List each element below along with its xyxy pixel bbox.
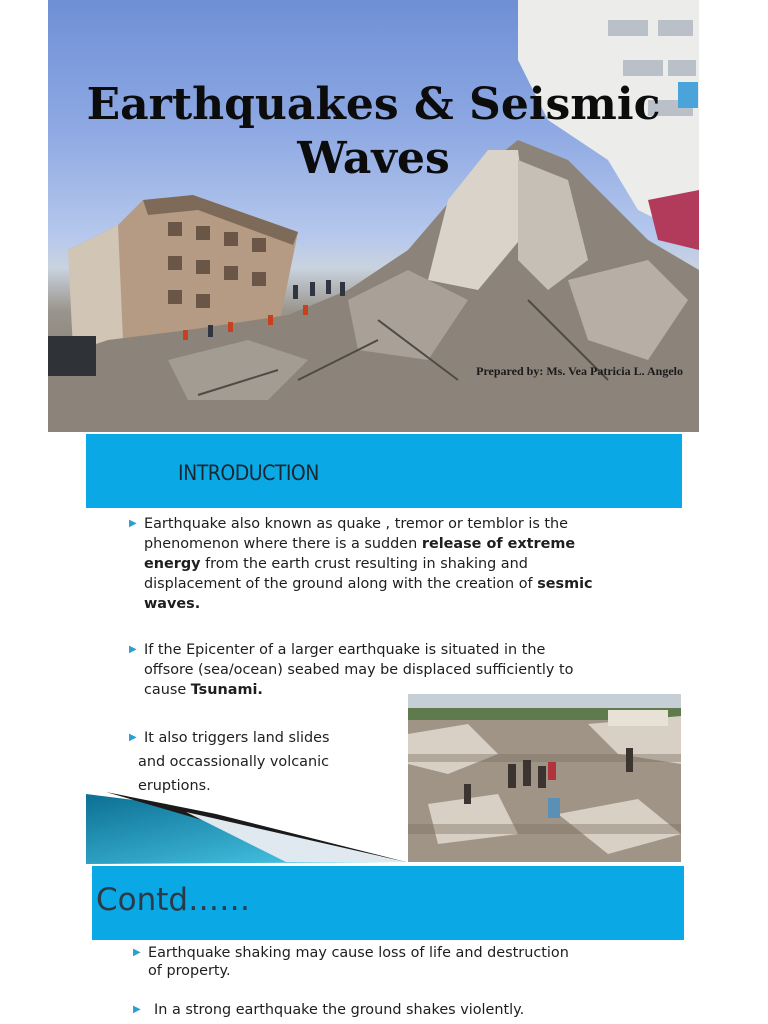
bullet-item	[133, 944, 668, 980]
bullet-text-line: Earthquake also known as quake , tremor or temblor is the	[144, 516, 569, 532]
bullet-text-line: In a strong earthquake the ground shakes violently.	[154, 1002, 525, 1018]
triangle-right-icon: ▶	[129, 732, 137, 743]
bullet-item	[133, 1000, 674, 1020]
bullet-text: from the earth crust resulting in shaking and	[200, 556, 528, 572]
triangle-right-icon: ▶	[133, 947, 141, 958]
bullet-text-line: Earthquake shaking may cause loss of life and destruction	[148, 945, 569, 961]
title-line-2: Waves	[297, 133, 450, 184]
bullet-text-line: If the Epicenter of a larger earthquake is situated in the	[144, 642, 546, 658]
bullet-text-line: It also triggers land slides	[144, 730, 330, 746]
decorative-swoosh	[86, 774, 506, 864]
bullet-item	[129, 514, 664, 614]
bullet-text: displacement of the ground along with the creation of	[144, 576, 538, 592]
contd-slide	[92, 866, 684, 1024]
triangle-right-icon: ▶	[129, 644, 137, 655]
bullet-emphasis: energy	[144, 556, 201, 572]
slide-heading: INTRODUCTION	[178, 461, 319, 485]
triangle-right-icon: ▶	[133, 1004, 141, 1015]
bullet-text-line: offsore (sea/ocean) seabed may be displaced sufficiently to	[144, 662, 574, 678]
bullet-text-line	[144, 534, 664, 554]
title-slide	[48, 0, 699, 432]
introduction-slide	[86, 434, 682, 864]
bullet-emphasis: Tsunami.	[190, 682, 263, 698]
bullet-text: phenomenon where there is a sudden	[144, 536, 422, 552]
heading-banner	[86, 434, 682, 508]
bullet-text-line	[144, 594, 664, 614]
bullet-text-line	[144, 554, 664, 574]
bullet-item	[129, 640, 664, 700]
bullet-text-line: eruptions.	[138, 778, 211, 794]
presentation-title	[48, 78, 699, 186]
prepared-by-caption: Prepared by: Ms. Vea Patricia L. Angelo	[476, 364, 683, 378]
bullet-emphasis: release of extreme	[421, 536, 576, 552]
bullet-text-line: of property.	[148, 963, 231, 979]
slide-heading: Contd……	[96, 882, 251, 918]
bullet-emphasis: waves.	[144, 596, 201, 612]
bullet-text: cause	[144, 682, 191, 698]
triangle-right-icon: ▶	[129, 518, 137, 529]
bullet-emphasis: sesmic	[537, 576, 593, 592]
bullet-text-line: and occassionally volcanic	[138, 754, 329, 770]
title-line-1: Earthquakes & Seismic	[86, 79, 661, 130]
bullet-text-line	[144, 574, 664, 594]
